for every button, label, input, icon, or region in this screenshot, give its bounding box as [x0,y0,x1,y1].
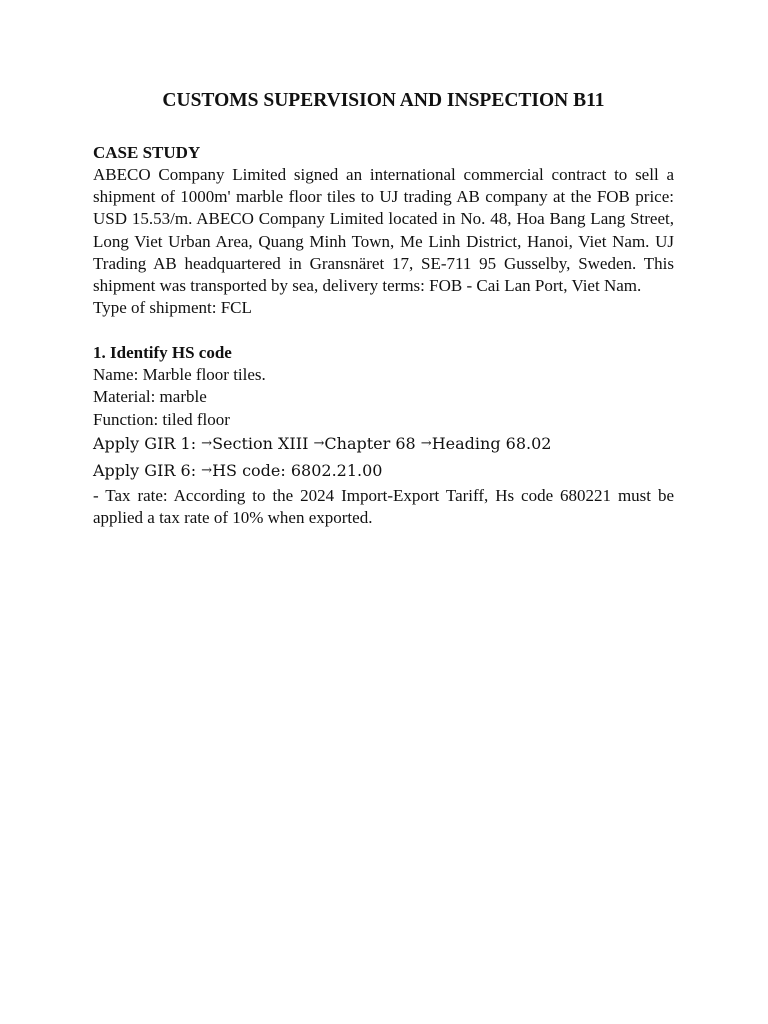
arrow-right-icon: → [201,436,213,452]
document-page [93,86,674,530]
document-title: CUSTOMS SUPERVISION AND INSPECTION B11 [162,90,605,111]
gir-6-hs-code: HS code: 6802.21.00 [212,461,383,481]
gir-1-prefix: Apply GIR 1: [93,434,202,454]
section-1-heading: 1. Identify HS code [93,342,232,362]
product-function: Function: tiled floor [93,409,230,429]
gir-1-section: Section XIII [212,434,314,454]
shipment-type: Type of shipment: FCL [93,298,252,318]
arrow-right-icon: → [420,436,432,452]
tax-rate-paragraph: - Tax rate: According to the 2024 Import-Export Tariff, Hs code 680221 must be applied a tax rate of 10% when exported. [93,486,674,528]
product-name: Name: Marble floor tiles. [93,364,266,384]
arrow-right-icon: → [313,436,325,452]
case-study-paragraph: ABECO Company Limited signed an international commercial contract to sell a shipment of 1000m' marble floor tiles to UJ trading AB company at the FOB price: USD 15.53/m. ABECO Company Limited located in No. 48, Hoa Bang Lang Street, Long Viet Urban Area, Quang Minh Town, Me Linh District, Hanoi, Viet Nam. UJ Trading AB headquartered in Gransnäret 17, SE-711 95 Gusselby, Sweden. This shipment was transported by sea, delivery terms: FOB - Cai Lan Port, Viet Nam. [93,165,674,296]
arrow-right-icon: → [201,463,213,479]
gir-1-chapter: Chapter 68 [324,434,421,454]
gir-1-line [93,431,674,458]
gir-1-heading: Heading 68.02 [431,434,552,454]
spacer [93,320,674,342]
case-study-heading: CASE STUDY [93,143,201,162]
gir-6-line [93,458,674,485]
gir-6-prefix: Apply GIR 6: [93,461,202,481]
product-material: Material: marble [93,387,207,407]
